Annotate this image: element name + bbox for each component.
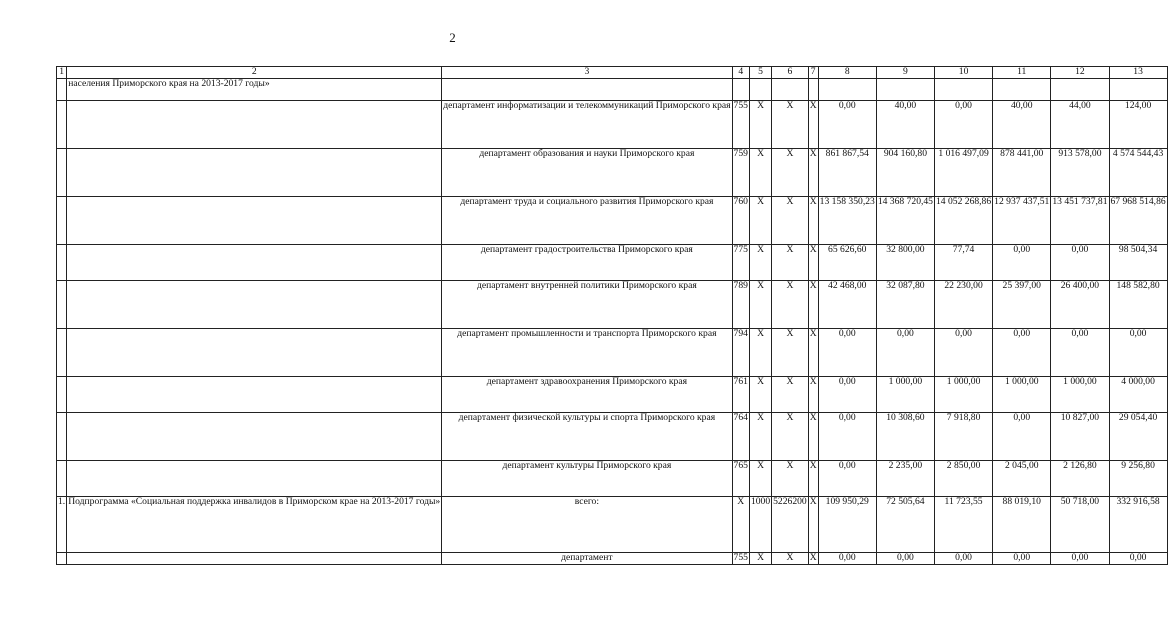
table-cell-c8: 0,00	[818, 461, 876, 497]
table-cell-c10: 1 000,00	[934, 377, 992, 413]
table-cell-c7: X	[808, 281, 818, 329]
table-cell-c11: 88 019,10	[993, 497, 1051, 553]
table-cell-c3: департамент образования и науки Приморского края	[442, 149, 732, 197]
table-cell-c11: 0,00	[993, 245, 1051, 281]
table-cell-c5: 1000	[749, 497, 771, 553]
table-cell-c4	[732, 79, 749, 101]
table-cell-c8: 861 867,54	[818, 149, 876, 197]
column-number: 10	[934, 67, 992, 79]
column-number: 11	[993, 67, 1051, 79]
table-cell-c4: 760	[732, 197, 749, 245]
table-cell-c6: X	[772, 553, 809, 565]
table-cell-c13: 29 054,40	[1109, 413, 1167, 461]
table-cell-c4: X	[732, 497, 749, 553]
table-cell-c1	[57, 553, 67, 565]
table-cell-c11: 40,00	[993, 101, 1051, 149]
table-cell-c11: 12 937 437,51	[993, 197, 1051, 245]
table-cell-c3: департамент промышленности и транспорта Приморского края	[442, 329, 732, 377]
table-cell-c6: X	[772, 461, 809, 497]
column-number: 9	[876, 67, 934, 79]
table-cell-c10: 77,74	[934, 245, 992, 281]
table-cell-c11: 1 000,00	[993, 377, 1051, 413]
table-cell-c7: X	[808, 461, 818, 497]
table-cell-c9: 0,00	[876, 553, 934, 565]
table-cell-c4: 759	[732, 149, 749, 197]
table-cell-c5: X	[749, 413, 771, 461]
table-cell-c4: 764	[732, 413, 749, 461]
table-cell-c12: 44,00	[1051, 101, 1109, 149]
table-cell-c1	[57, 413, 67, 461]
table-cell-c7: X	[808, 149, 818, 197]
table-cell-c12: 1 000,00	[1051, 377, 1109, 413]
table-cell-c6: X	[772, 413, 809, 461]
table-cell-c4: 765	[732, 461, 749, 497]
page-number: 2	[449, 30, 456, 45]
table-row	[57, 329, 1168, 377]
table-cell-c10: 14 052 268,86	[934, 197, 992, 245]
table-cell-c5: X	[749, 377, 771, 413]
table-cell-c2	[67, 245, 442, 281]
column-number: 7	[808, 67, 818, 79]
table-cell-c8: 65 626,60	[818, 245, 876, 281]
table-cell-c10: 7 918,80	[934, 413, 992, 461]
table-cell-c8: 0,00	[818, 553, 876, 565]
table-cell-c7: X	[808, 197, 818, 245]
table-cell-c2	[67, 101, 442, 149]
table-cell-c3: департамент внутренней политики Приморского края	[442, 281, 732, 329]
table-cell-c9: 14 368 720,45	[876, 197, 934, 245]
table-cell-c10: 2 850,00	[934, 461, 992, 497]
table-cell-c8: 42 468,00	[818, 281, 876, 329]
table-cell-c1	[57, 101, 67, 149]
column-number: 8	[818, 67, 876, 79]
table-cell-c12: 0,00	[1051, 245, 1109, 281]
table-cell-c12: 0,00	[1051, 553, 1109, 565]
table-cell-c13: 9 256,80	[1109, 461, 1167, 497]
table-cell-c1	[57, 79, 67, 101]
table-cell-c5: X	[749, 149, 771, 197]
table-cell-c1	[57, 377, 67, 413]
table-cell-c2	[67, 281, 442, 329]
table-cell-c9: 72 505,64	[876, 497, 934, 553]
column-number: 6	[772, 67, 809, 79]
table-cell-c6: X	[772, 281, 809, 329]
table-cell-c13: 0,00	[1109, 553, 1167, 565]
table-cell-c11: 0,00	[993, 329, 1051, 377]
table-cell-c7: X	[808, 497, 818, 553]
table-cell-c7	[808, 79, 818, 101]
table-cell-c7: X	[808, 329, 818, 377]
table-cell-c13: 4 000,00	[1109, 377, 1167, 413]
table-cell-c2	[67, 329, 442, 377]
table-cell-c13: 124,00	[1109, 101, 1167, 149]
table-cell-c11: 2 045,00	[993, 461, 1051, 497]
table-cell-c13: 98 504,34	[1109, 245, 1167, 281]
table-cell-c8: 0,00	[818, 413, 876, 461]
table-cell-c1	[57, 245, 67, 281]
table-cell-c1	[57, 329, 67, 377]
table-cell-c11: 878 441,00	[993, 149, 1051, 197]
table-cell-c3: департамент здравоохранения Приморского края	[442, 377, 732, 413]
table-cell-c8	[818, 79, 876, 101]
table-cell-c13: 0,00	[1109, 329, 1167, 377]
table-row	[57, 149, 1168, 197]
table-cell-c4: 789	[732, 281, 749, 329]
table-cell-c12: 10 827,00	[1051, 413, 1109, 461]
table-cell-c8: 13 158 350,23	[818, 197, 876, 245]
table-cell-c10: 0,00	[934, 329, 992, 377]
table-cell-c10: 0,00	[934, 101, 992, 149]
table-cell-c3: департамент физической культуры и спорта Приморского края	[442, 413, 732, 461]
table-cell-c4: 775	[732, 245, 749, 281]
table-cell-c5: X	[749, 553, 771, 565]
table-cell-c2: населения Приморского края на 2013-2017 годы»	[67, 79, 442, 101]
table-cell-c8: 0,00	[818, 377, 876, 413]
table-cell-c6: X	[772, 101, 809, 149]
table-cell-c1	[57, 281, 67, 329]
table-row	[57, 377, 1168, 413]
table-row	[57, 281, 1168, 329]
table-cell-c11: 25 397,00	[993, 281, 1051, 329]
table-cell-c5: X	[749, 461, 771, 497]
table-cell-c3: департамент	[442, 553, 732, 565]
table-cell-c8: 0,00	[818, 101, 876, 149]
table-cell-c2	[67, 413, 442, 461]
table-row	[57, 553, 1168, 565]
table-row	[57, 461, 1168, 497]
table-cell-c13	[1109, 79, 1167, 101]
table-cell-c10: 1 016 497,09	[934, 149, 992, 197]
table-row	[57, 413, 1168, 461]
table-cell-c10: 11 723,55	[934, 497, 992, 553]
table-cell-c5: X	[749, 281, 771, 329]
table-row	[57, 79, 1168, 101]
column-number-row	[57, 67, 1168, 79]
table-cell-c13: 4 574 544,43	[1109, 149, 1167, 197]
column-number: 2	[67, 67, 442, 79]
table-cell-c6: X	[772, 149, 809, 197]
table-row	[57, 245, 1168, 281]
table-cell-c9: 0,00	[876, 329, 934, 377]
table-cell-c9: 1 000,00	[876, 377, 934, 413]
column-number: 3	[442, 67, 732, 79]
table-row	[57, 101, 1168, 149]
table-cell-c6: X	[772, 329, 809, 377]
table-cell-c12: 50 718,00	[1051, 497, 1109, 553]
table-cell-c2: Подпрограмма «Социальная поддержка инвалидов в Приморском крае на 2013-2017 годы»	[67, 497, 442, 553]
table-row	[57, 197, 1168, 245]
table-cell-c13: 67 968 514,86	[1109, 197, 1167, 245]
table-cell-c3: всего:	[442, 497, 732, 553]
table-cell-c4: 755	[733, 552, 748, 563]
table-cell-c2	[67, 377, 442, 413]
column-number: 12	[1051, 67, 1109, 79]
budget-table	[56, 66, 1168, 565]
table-cell-c7: X	[809, 552, 817, 563]
table-cell-c9: 32 800,00	[876, 245, 934, 281]
table-cell-c4: 761	[732, 377, 749, 413]
table-cell-c3: департамент информатизации и телекоммуникаций Приморского края	[442, 101, 732, 149]
table-cell-c5: X	[749, 101, 771, 149]
table-cell-c6: X	[772, 245, 809, 281]
table-cell-c7: X	[808, 377, 818, 413]
table-cell-c2	[67, 553, 442, 565]
table-cell-c9: 904 160,80	[876, 149, 934, 197]
table-cell-c10	[934, 79, 992, 101]
table-cell-c7: X	[808, 413, 818, 461]
table-cell-c6: X	[772, 197, 809, 245]
table-cell-c5: X	[749, 245, 771, 281]
table-cell-c11	[993, 79, 1051, 101]
table-cell-c5	[749, 79, 771, 101]
table-cell-c8: 109 950,29	[818, 497, 876, 553]
column-number: 1	[57, 67, 67, 79]
table-cell-c9	[876, 79, 934, 101]
table-cell-c9: 10 308,60	[876, 413, 934, 461]
table-cell-c1	[57, 149, 67, 197]
table-cell-c2	[67, 149, 442, 197]
table-row	[57, 497, 1168, 553]
column-number: 4	[732, 67, 749, 79]
table-cell-c7: X	[808, 245, 818, 281]
table-cell-c12: 0,00	[1051, 329, 1109, 377]
table-cell-c1: 1.	[57, 497, 67, 553]
table-cell-c8: 0,00	[818, 329, 876, 377]
table-cell-c1	[57, 461, 67, 497]
table-cell-c6: X	[772, 377, 809, 413]
table-cell-c5: X	[749, 197, 771, 245]
table-cell-c12	[1051, 79, 1109, 101]
table-cell-c3: департамент культуры Приморского края	[442, 461, 732, 497]
table-cell-c4: 794	[732, 329, 749, 377]
table-cell-c12: 26 400,00	[1051, 281, 1109, 329]
table-cell-c9: 2 235,00	[876, 461, 934, 497]
table-cell-c6	[772, 79, 809, 101]
table-cell-c1	[57, 197, 67, 245]
table-cell-c3: департамент труда и социального развития Приморского края	[442, 197, 732, 245]
table-cell-c2	[67, 197, 442, 245]
table-cell-c11: 0,00	[993, 553, 1051, 565]
column-number: 13	[1109, 67, 1167, 79]
table-cell-c9: 32 087,80	[876, 281, 934, 329]
table-cell-c2	[67, 461, 442, 497]
table-cell-c4: 755	[732, 101, 749, 149]
table-cell-c13: 148 582,80	[1109, 281, 1167, 329]
table-cell-c3	[442, 79, 732, 101]
table-cell-c3: департамент градостроительства Приморского края	[442, 245, 732, 281]
table-cell-c13: 332 916,58	[1109, 497, 1167, 553]
column-number: 5	[749, 67, 771, 79]
table-cell-c7: X	[808, 101, 818, 149]
table-cell-c12: 913 578,00	[1051, 149, 1109, 197]
table-cell-c10: 22 230,00	[934, 281, 992, 329]
table-cell-c10: 0,00	[934, 553, 992, 565]
table-cell-c12: 13 451 737,81	[1051, 197, 1109, 245]
table-cell-c9: 40,00	[876, 101, 934, 149]
table-cell-c6: 5226200	[772, 497, 809, 553]
table-cell-c11: 0,00	[993, 413, 1051, 461]
table-cell-c5: X	[749, 329, 771, 377]
table-cell-c12: 2 126,80	[1051, 461, 1109, 497]
